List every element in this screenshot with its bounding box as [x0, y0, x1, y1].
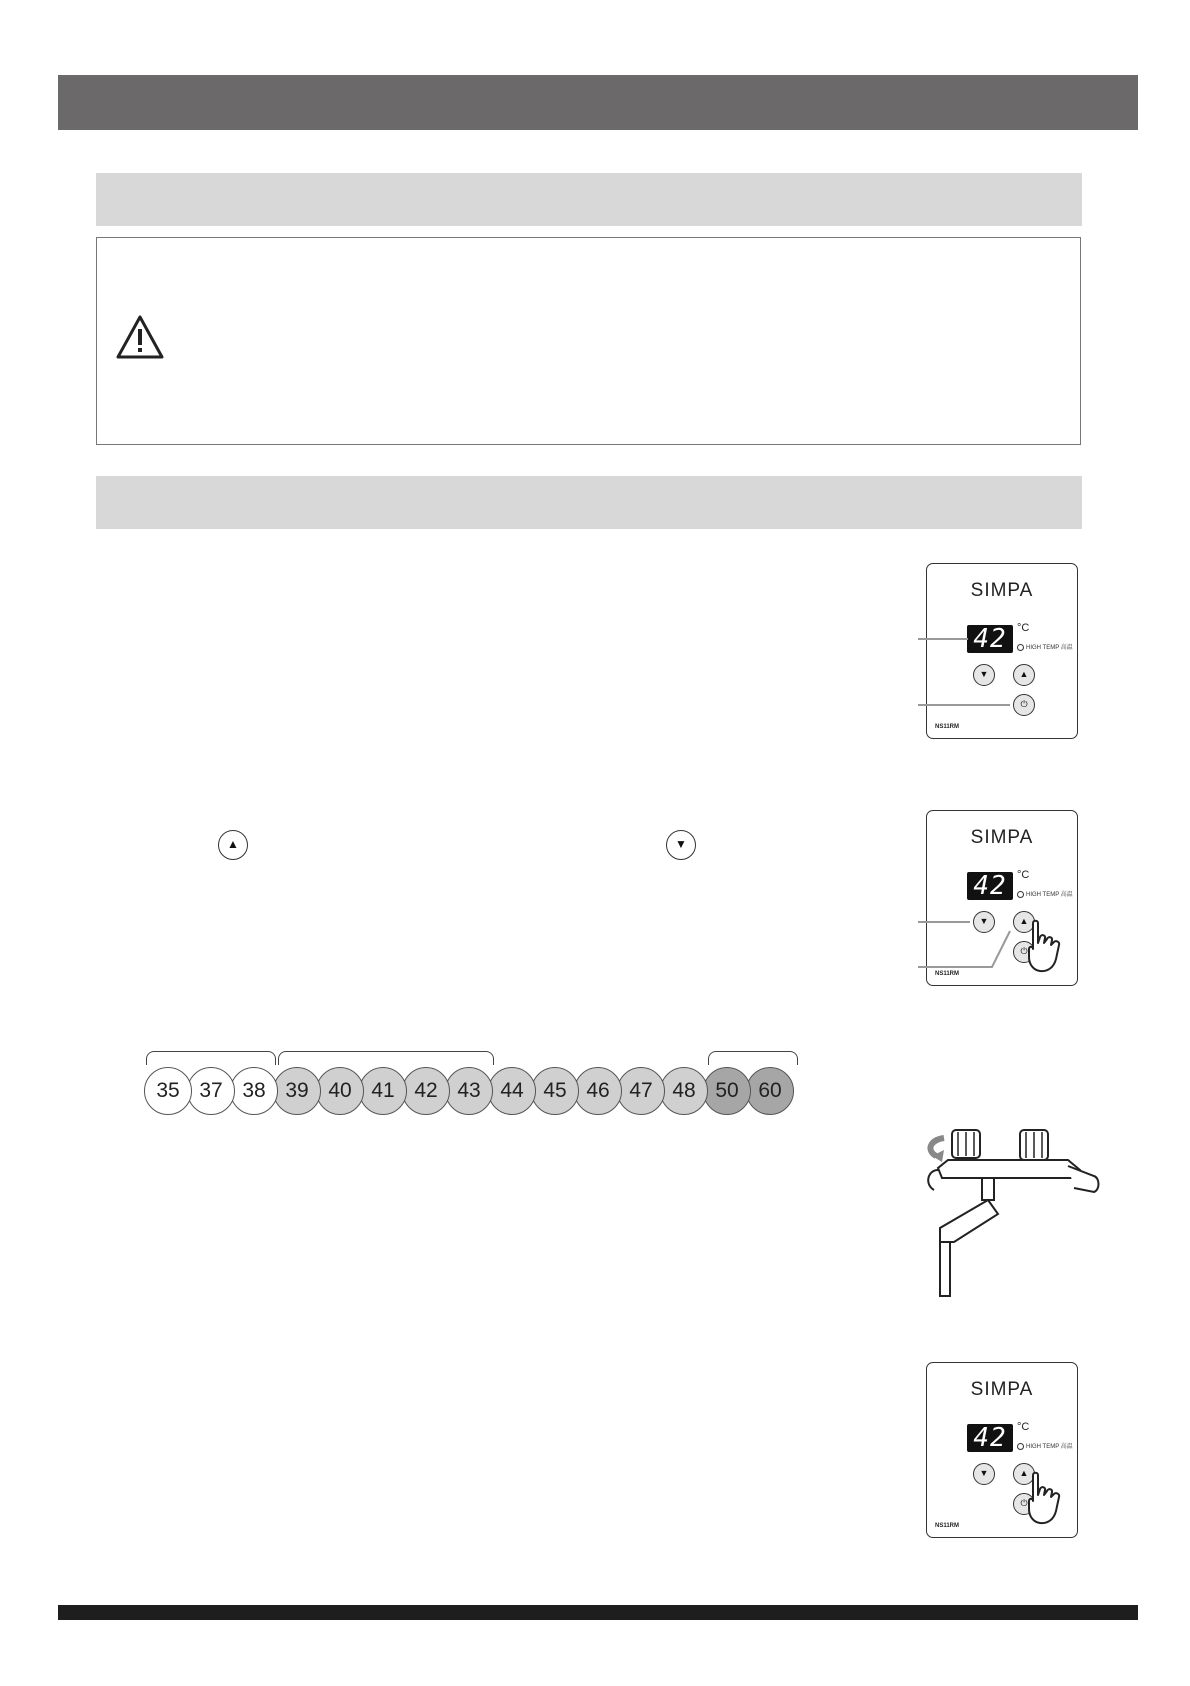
temp-option-40: 40 — [316, 1067, 364, 1115]
pointing-hand-icon — [1025, 1471, 1067, 1527]
model-label: NS11RM — [935, 1523, 960, 1529]
callout-line-power — [918, 704, 1010, 706]
temperature-display: 42 — [967, 625, 1013, 653]
high-temp-label: HIGH TEMP 高温 — [1026, 892, 1073, 898]
bracket-mid — [278, 1051, 494, 1065]
temp-option-48: 48 — [660, 1067, 708, 1115]
temp-up-button[interactable]: ▲ — [1013, 911, 1035, 933]
inline-down-button-icon: ▼ — [666, 830, 696, 860]
section-header-1 — [96, 173, 1082, 226]
temperature-display: 42 — [967, 872, 1013, 900]
model-label: NS11RM — [935, 724, 960, 730]
warning-triangle-icon — [115, 314, 165, 360]
power-button[interactable]: ⏻ — [1013, 1493, 1035, 1515]
high-temp-indicator — [1017, 1441, 1073, 1450]
indicator-led-icon — [1017, 1443, 1024, 1450]
temp-option-50: 50 — [703, 1067, 751, 1115]
footer-bar — [58, 1605, 1138, 1620]
unit-label: °C — [1017, 622, 1030, 634]
warning-box — [96, 237, 1081, 445]
section-header-2 — [96, 476, 1082, 529]
high-temp-label: HIGH TEMP 高温 — [1026, 1444, 1073, 1450]
unit-label: °C — [1017, 1421, 1030, 1433]
callout-line-down — [918, 921, 970, 923]
temp-option-35: 35 — [144, 1067, 192, 1115]
model-label: NS11RM — [935, 971, 960, 977]
temp-up-button[interactable]: ▲ — [1013, 1463, 1035, 1485]
temp-option-42: 42 — [402, 1067, 450, 1115]
faucet-icon — [918, 1118, 1108, 1298]
high-temp-label: HIGH TEMP 高温 — [1026, 645, 1073, 651]
temp-option-43: 43 — [445, 1067, 493, 1115]
high-temp-indicator — [1017, 642, 1073, 651]
remote-panel-1 — [926, 563, 1078, 739]
temp-down-button[interactable]: ▼ — [973, 911, 995, 933]
temp-down-button[interactable]: ▼ — [973, 1463, 995, 1485]
temp-option-41: 41 — [359, 1067, 407, 1115]
temp-up-button[interactable]: ▲ — [1013, 664, 1035, 686]
brand-logo: SIMPA — [970, 1379, 1034, 1400]
temp-option-45: 45 — [531, 1067, 579, 1115]
high-temp-indicator — [1017, 889, 1073, 898]
power-button[interactable]: ⏻ — [1013, 941, 1035, 963]
indicator-led-icon — [1017, 891, 1024, 898]
temp-option-47: 47 — [617, 1067, 665, 1115]
temp-option-46: 46 — [574, 1067, 622, 1115]
pointing-hand-icon — [1025, 919, 1067, 975]
temp-option-37: 37 — [187, 1067, 235, 1115]
temp-down-button[interactable]: ▼ — [973, 664, 995, 686]
temp-option-44: 44 — [488, 1067, 536, 1115]
temperature-scale — [144, 1067, 789, 1115]
power-button[interactable]: ⏻ — [1013, 694, 1035, 716]
temp-option-38: 38 — [230, 1067, 278, 1115]
temp-option-60: 60 — [746, 1067, 794, 1115]
unit-label: °C — [1017, 869, 1030, 881]
brand-logo: SIMPA — [970, 827, 1034, 848]
header-bar — [58, 75, 1138, 130]
remote-panel-3 — [926, 1362, 1078, 1538]
temperature-display: 42 — [967, 1424, 1013, 1452]
bracket-high — [708, 1051, 798, 1065]
brand-logo: SIMPA — [970, 580, 1034, 601]
bracket-low — [146, 1051, 276, 1065]
callout-line-display — [918, 638, 968, 640]
indicator-led-icon — [1017, 644, 1024, 651]
inline-up-button-icon: ▲ — [218, 830, 248, 860]
temp-option-39: 39 — [273, 1067, 321, 1115]
callout-line-up — [918, 925, 1018, 969]
